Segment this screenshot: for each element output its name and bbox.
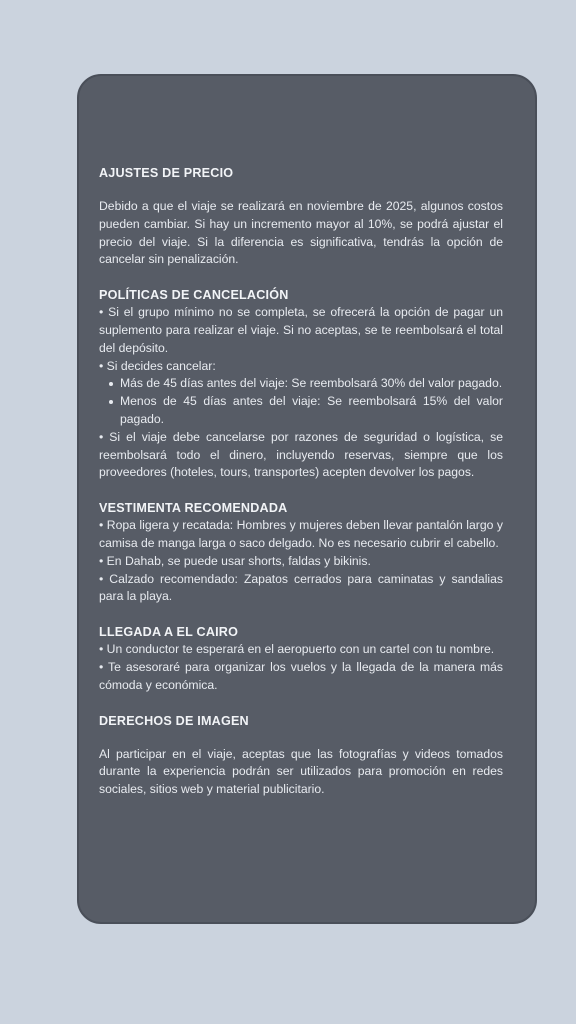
- section-heading: LLEGADA A EL CAIRO: [99, 625, 239, 640]
- section-paragraph: • Si el grupo mínimo no se completa, se ofrecerá la opción de pagar un suplemento para realizar el viaje. Si no aceptas, se te reembolsará el total del depósito.: [99, 305, 503, 355]
- section-paragraph: • Si el viaje debe cancelarse por razones de seguridad o logística, se reembolsará todo el dinero, incluyendo reservas, siempre que los proveedores (hoteles, tours, transportes) acepten devolver los pagos.: [99, 429, 503, 480]
- section-llegada-a-el-cairo: [99, 623, 503, 694]
- section-heading: VESTIMENTA RECOMENDADA: [99, 501, 288, 516]
- section-paragraph: • Ropa ligera y recatada: Hombres y mujeres deben llevar pantalón largo y camisa de manga larga o saco delgado. No es necesario cubrir el cabello.: [99, 518, 503, 550]
- section-paragraph: Debido a que el viaje se realizará en noviembre de 2025, algunos costos pueden cambiar. Si hay un incremento mayor al 10%, se podrá ajustar el precio del viaje. Si la diferencia es significativa, tendrás la opción de cancelar sin penalización.: [99, 199, 503, 267]
- section-paragraph: • En Dahab, se puede usar shorts, faldas y bikinis.: [99, 553, 371, 568]
- section-paragraph: • Te asesoraré para organizar los vuelos y la llegada de la manera más cómoda y económica.: [99, 659, 503, 692]
- section-paragraph: • Un conductor te esperará en el aeropuerto con un cartel con tu nombre.: [99, 642, 495, 657]
- section-paragraph: • Calzado recomendado: Zapatos cerrados para caminatas y sandalias para la playa.: [99, 571, 503, 604]
- section-vestimenta-recomendada: [99, 499, 503, 606]
- section-heading: DERECHOS DE IMAGEN: [99, 713, 249, 728]
- list-item: Más de 45 días antes del viaje: Se reembolsará 30% del valor pagado.: [120, 375, 503, 393]
- sub-list: [99, 375, 503, 428]
- list-item: Menos de 45 días antes del viaje: Se reembolsará 15% del valor pagado.: [120, 393, 503, 429]
- section-paragraph: • Si decides cancelar:: [99, 358, 216, 373]
- info-card: [77, 74, 537, 924]
- section-heading: POLÍTICAS DE CANCELACIÓN: [99, 288, 289, 303]
- section-heading: AJUSTES DE PRECIO: [99, 166, 234, 180]
- section-paragraph: Al participar en el viaje, aceptas que las fotografías y videos tomados durante la experiencia podrán ser utilizados para promoción en redes sociales, sitios web y material publicitario.: [99, 746, 503, 797]
- section-derechos-de-imagen: [99, 712, 503, 799]
- section-ajustes-de-precio: [99, 164, 503, 269]
- section-politicas-de-cancelacion: [99, 286, 503, 482]
